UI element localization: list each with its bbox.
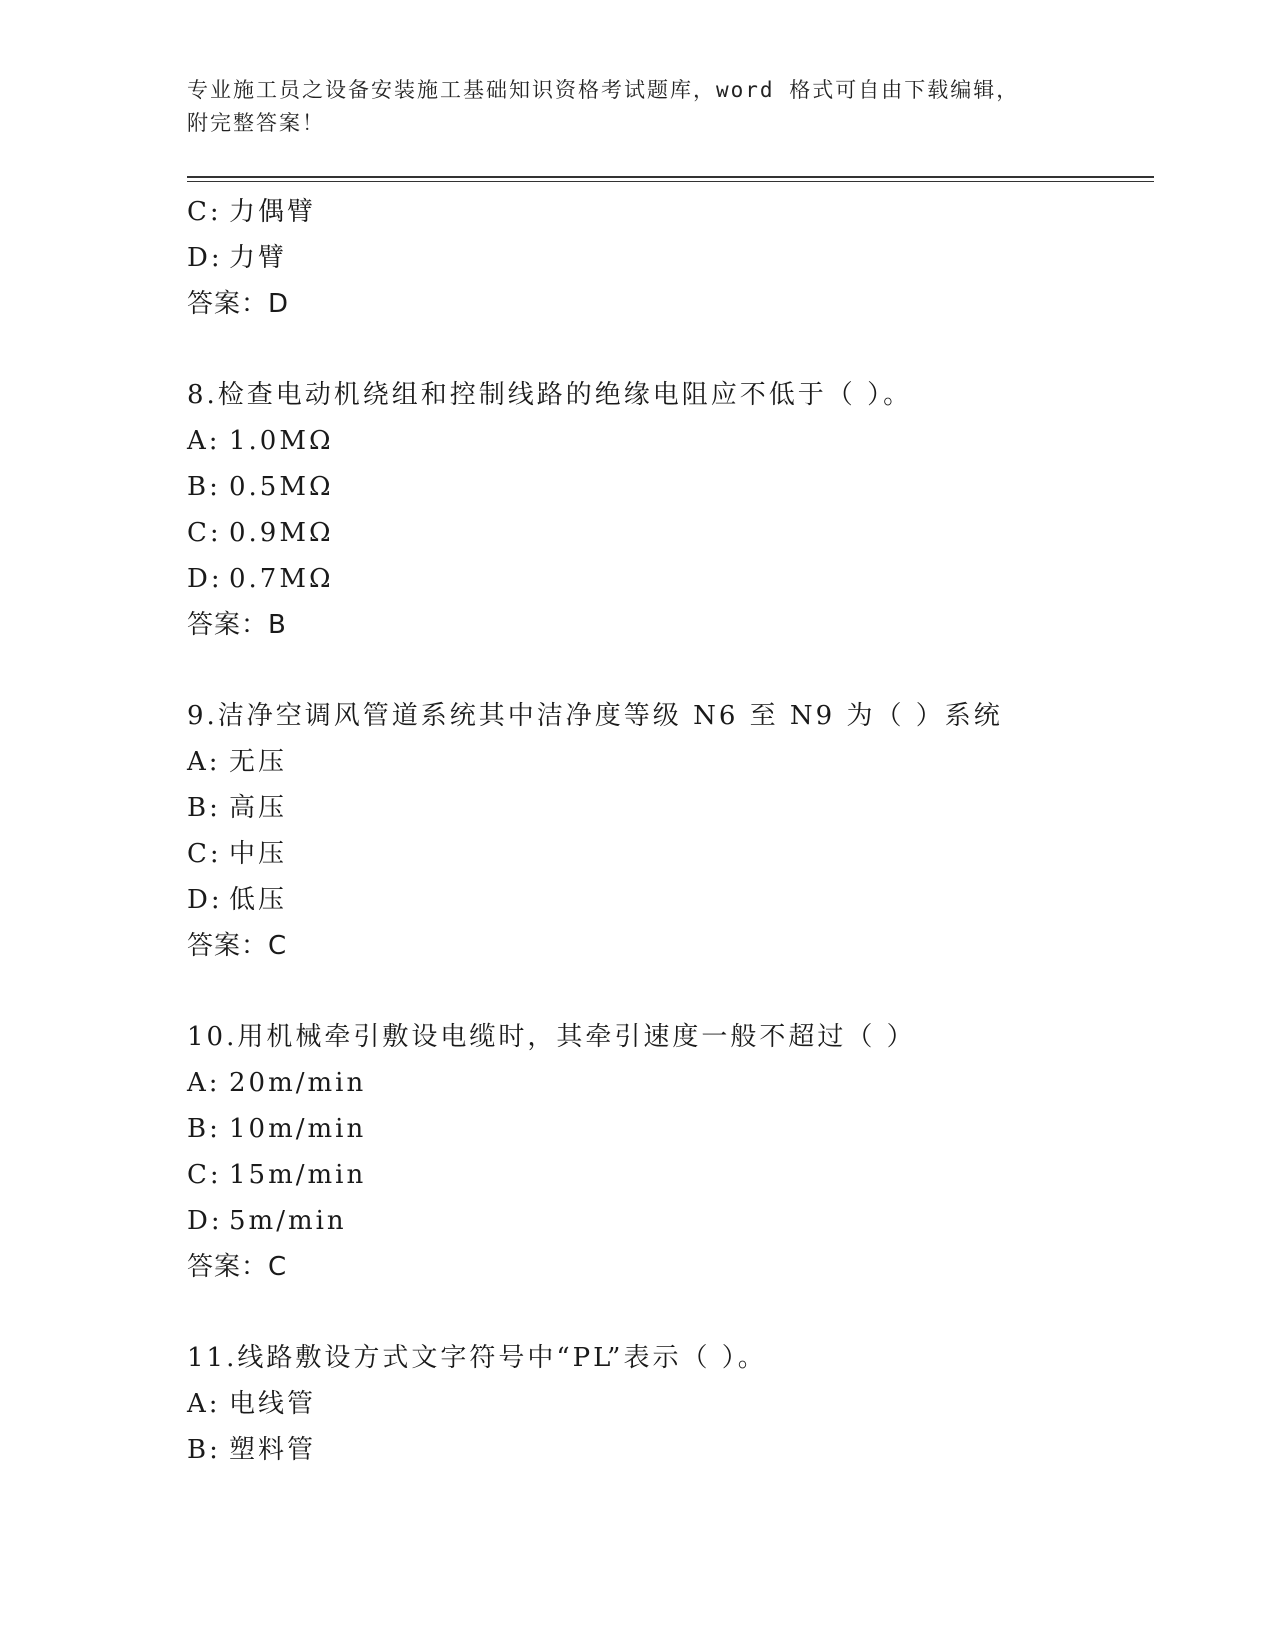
option-letter: B:	[187, 472, 221, 502]
option-letter: A:	[187, 1068, 221, 1098]
option-text: 5m/min	[229, 1206, 347, 1236]
option-letter: C:	[187, 197, 222, 227]
option-letter: C:	[187, 1160, 222, 1190]
option-text: 高压	[229, 793, 288, 823]
option-letter: A:	[187, 1389, 221, 1419]
option-c	[187, 510, 1154, 556]
answer-line: 答案：D	[187, 289, 290, 319]
option-letter: B:	[187, 793, 221, 823]
header-divider-thick	[187, 176, 1154, 178]
spacer	[187, 1290, 1154, 1335]
question-stem: 10.用机械牵引敷设电缆时，其牵引速度一般不超过（ ）	[187, 1022, 916, 1052]
option-d	[187, 235, 1154, 281]
spacer	[187, 648, 1154, 693]
answer-line: 答案：C	[187, 931, 288, 961]
option-b	[187, 464, 1154, 510]
option-text: 力偶臂	[229, 197, 317, 227]
option-a	[187, 1381, 1154, 1427]
option-b	[187, 785, 1154, 831]
option-letter: D:	[187, 885, 223, 915]
question-list	[187, 189, 1154, 1473]
option-letter: B:	[187, 1435, 221, 1465]
option-b	[187, 1427, 1154, 1473]
option-letter: D:	[187, 1206, 223, 1236]
option-b	[187, 1106, 1154, 1152]
option-a	[187, 418, 1154, 464]
question-11	[187, 1335, 1154, 1473]
option-c	[187, 189, 1154, 235]
answer-line: 答案：B	[187, 610, 287, 640]
option-letter: C:	[187, 839, 222, 869]
option-letter: D:	[187, 243, 223, 273]
option-text: 0.9MΩ	[229, 518, 334, 548]
option-text: 0.7MΩ	[229, 564, 334, 594]
option-c	[187, 831, 1154, 877]
option-text: 中压	[229, 839, 288, 869]
option-letter: B:	[187, 1114, 221, 1144]
option-letter: D:	[187, 564, 223, 594]
option-letter: C:	[187, 518, 222, 548]
option-d	[187, 556, 1154, 602]
spacer	[187, 327, 1154, 372]
answer-line: 答案：C	[187, 1252, 288, 1282]
question-stem: 11.线路敷设方式文字符号中“PL”表示（ ）。	[187, 1343, 767, 1373]
option-text: 0.5MΩ	[229, 472, 334, 502]
option-text: 低压	[229, 885, 288, 915]
header-divider-thin	[187, 181, 1154, 182]
option-text: 10m/min	[229, 1114, 367, 1144]
question-10	[187, 1014, 1154, 1290]
option-text: 1.0MΩ	[229, 426, 334, 456]
option-text: 无压	[229, 747, 288, 777]
option-text: 15m/min	[229, 1160, 367, 1190]
document-header	[187, 74, 1067, 140]
option-text: 塑料管	[229, 1435, 317, 1465]
header-title-line-1: 专业施工员之设备安装施工基础知识资格考试题库，word 格式可自由下载编辑，	[187, 78, 1020, 102]
question-7-continuation	[187, 189, 1154, 327]
question-stem: 9.洁净空调风管道系统其中洁净度等级 N6 至 N9 为（ ）系统	[187, 701, 1003, 731]
option-c	[187, 1152, 1154, 1198]
option-letter: A:	[187, 747, 221, 777]
option-text: 20m/min	[229, 1068, 367, 1098]
question-stem: 8.检查电动机绕组和控制线路的绝缘电阻应不低于（ ）。	[187, 380, 913, 410]
option-a	[187, 1060, 1154, 1106]
option-d	[187, 877, 1154, 923]
question-9	[187, 693, 1154, 969]
header-title-line-2: 附完整答案！	[187, 111, 325, 135]
option-letter: A:	[187, 426, 221, 456]
option-a	[187, 739, 1154, 785]
option-text: 电线管	[229, 1389, 317, 1419]
question-8	[187, 372, 1154, 648]
spacer	[187, 969, 1154, 1014]
option-d	[187, 1198, 1154, 1244]
option-text: 力臂	[229, 243, 288, 273]
